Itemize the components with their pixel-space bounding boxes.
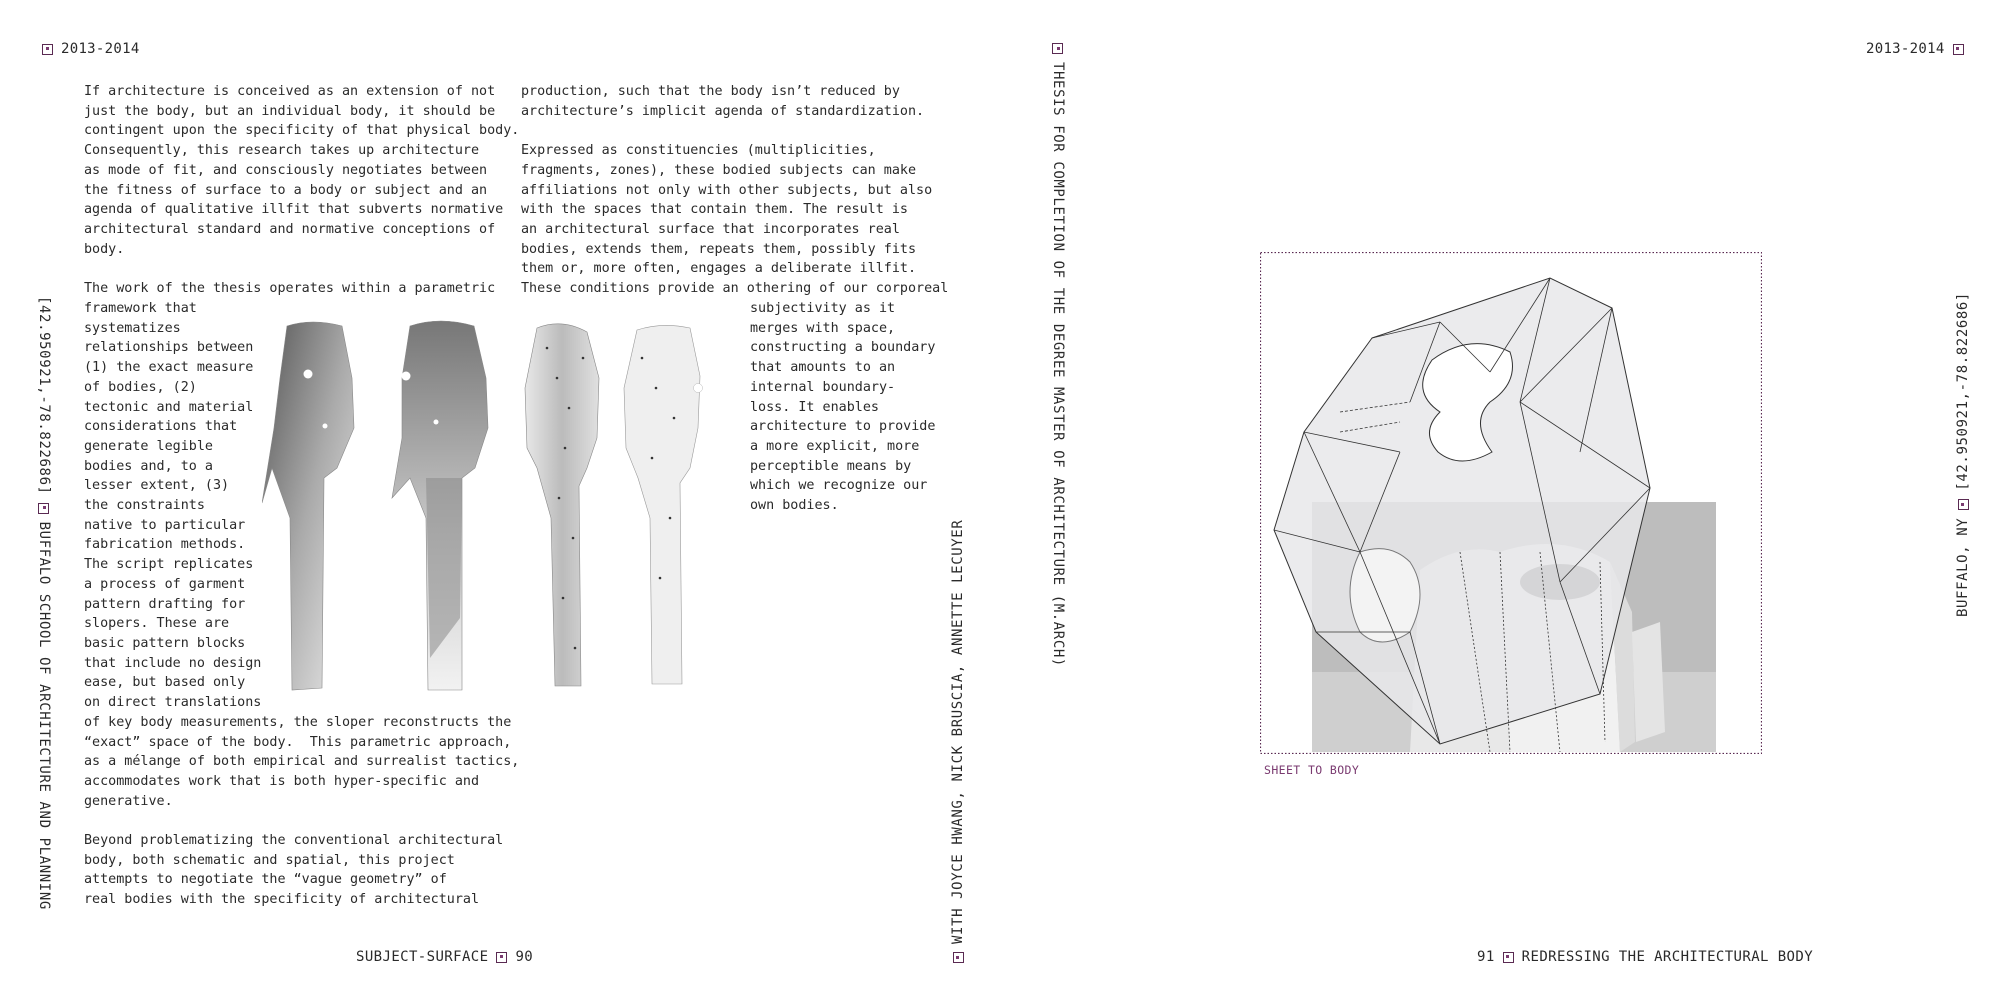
text-line: framework that (84, 301, 197, 316)
text-line: the constraints (84, 498, 205, 514)
text-line: If architecture is conceived as an extension of not (84, 84, 496, 99)
bullet-icon (1958, 499, 1969, 510)
left-header-year: 2013-2014 (61, 41, 140, 57)
text-line: basic pattern blocks (84, 635, 246, 651)
text-line: The script replicates (84, 557, 254, 573)
school-name: BUFFALO SCHOOL OF ARCHITECTURE AND PLANNING (36, 521, 52, 910)
text-line: body. (84, 241, 125, 257)
bullet-icon (1053, 43, 1064, 54)
text-line: architecture’s implicit agenda of standardization. (521, 103, 925, 119)
right-coordinates-text: [42.950921,-78.822686] (1955, 292, 1971, 491)
figure-4 (624, 325, 703, 684)
right-footer (1477, 949, 1813, 965)
text-line: own bodies. (750, 498, 839, 514)
text-line: architectural standard and normative conceptions of (84, 221, 496, 237)
text-line: generate legible (84, 438, 213, 454)
text-line: on direct translations (84, 695, 262, 711)
bullet-icon (953, 952, 964, 963)
text-line: ease, but based only (84, 675, 246, 691)
text-line: systematizes (84, 320, 181, 336)
text-line: considerations that (84, 419, 238, 435)
text-line: subjectivity as it (750, 301, 896, 316)
text-line: agenda of qualitative illfit that subverts normative (84, 202, 504, 218)
text-line: lesser extent, (3) (84, 478, 230, 494)
text-line: contingent upon the specificity of that physical body. (84, 123, 520, 139)
bullet-icon (496, 952, 507, 963)
left-page-number: 90 (515, 949, 534, 965)
text-line: a more explicit, more (750, 438, 920, 454)
left-side-text (36, 296, 52, 910)
column-2-narrow (750, 299, 935, 516)
text-line: them or, more often, engages a deliberate illfit. (521, 261, 917, 277)
text-line: of bodies, (2) (84, 379, 197, 395)
text-line (521, 121, 948, 141)
text-line: affiliations not only with other subjects, but also (521, 182, 933, 198)
text-line: real bodies with the specificity of architectural (84, 892, 480, 908)
text-line: as a mélange of both empirical and surrealist tactics, (84, 754, 520, 770)
left-header (42, 41, 140, 57)
column-2-text (521, 82, 948, 299)
text-line: These conditions provide an othering of our corporeal (521, 281, 949, 297)
text-line: architecture to provide (750, 419, 936, 435)
text-line: production, such that the body isn’t reduced by (521, 84, 900, 99)
text-line: accommodates work that is both hyper-specific and (84, 774, 480, 790)
text-line: that amounts to an (750, 360, 896, 376)
figure-2 (392, 321, 488, 690)
left-footer (356, 949, 533, 965)
column-1-para-1 (84, 82, 519, 259)
figure-caption: SHEET TO BODY (1264, 763, 1360, 777)
sheet-to-body-figure (1260, 252, 1762, 754)
text-line: as mode of fit, and consciously negotiates between (84, 162, 488, 178)
figure-3 (525, 324, 599, 686)
text-line: pattern drafting for (84, 596, 246, 612)
thesis-text: THESIS FOR COMPLETION OF THE DEGREE MASTER OF ARCHITECTURE (M.ARCH) (1050, 62, 1066, 667)
text-line: of key body measurements, the sloper reconstructs the (84, 715, 512, 730)
mannequin-figures-image (262, 318, 722, 698)
text-line: bodies, extends them, repeats them, possibly fits (521, 241, 917, 257)
text-line: fragments, zones), these bodied subjects can make (521, 162, 917, 178)
text-line: fabrication methods. (84, 537, 246, 553)
text-line: a process of garment (84, 576, 246, 592)
text-line: Consequently, this research takes up architecture (84, 143, 480, 159)
text-line: internal boundary- (750, 379, 896, 395)
coordinates-text: [42.950921,-78.822686] (36, 296, 52, 495)
figure-1 (262, 322, 354, 690)
text-line: perceptible means by (750, 458, 912, 474)
column-1-para-2-first: The work of the thesis operates within a parametric (84, 281, 496, 296)
right-header (1866, 41, 1964, 57)
text-line: just the body, but an individual body, it should be (84, 103, 496, 119)
gutter-left-vertical (950, 520, 966, 963)
right-footer-title: REDRESSING THE ARCHITECTURAL BODY (1521, 949, 1814, 965)
bullet-icon (1503, 952, 1514, 963)
left-footer-title: SUBJECT-SURFACE (356, 949, 489, 965)
text-line: which we recognize our (750, 478, 928, 494)
text-line: the fitness of surface to a body or subject and an (84, 182, 488, 198)
bullet-icon (42, 44, 53, 55)
right-page-number: 91 (1477, 949, 1495, 965)
bullet-icon (1953, 44, 1964, 55)
text-line: merges with space, (750, 320, 896, 336)
advisors-text: WITH JOYCE HWANG, NICK BRUSCIA, ANNETTE LECUYER (950, 519, 966, 944)
text-line: that include no design (84, 655, 262, 671)
column-1-after (84, 713, 519, 812)
text-line: native to particular (84, 517, 246, 533)
text-line: an architectural surface that incorporates real (521, 221, 900, 237)
text-line: body, both schematic and spatial, this project (84, 852, 455, 868)
column-1-narrow (84, 299, 261, 713)
text-line: (1) the exact measure (84, 360, 254, 376)
text-line: slopers. These are (84, 616, 230, 632)
text-line: tectonic and material (84, 399, 254, 415)
location-text: BUFFALO, NY (1955, 517, 1971, 617)
text-line: “exact” space of the body. This parametric approach, (84, 734, 512, 750)
right-side-text (1955, 292, 1971, 617)
text-line: Expressed as constituencies (multiplicities, (521, 143, 876, 159)
column-1-para-3 (84, 831, 503, 910)
right-header-year: 2013-2014 (1866, 41, 1945, 57)
text-line: with the spaces that contain them. The result is (521, 202, 908, 218)
text-line: relationships between (84, 340, 254, 356)
bullet-icon (39, 503, 50, 514)
text-line: constructing a boundary (750, 340, 936, 356)
text-line: bodies and, to a (84, 458, 213, 474)
text-line: loss. It enables (750, 399, 879, 415)
text-line: attempts to negotiate the “vague geometry” of (84, 872, 447, 888)
gutter-right-vertical (1050, 43, 1066, 667)
text-line: generative. (84, 793, 173, 809)
text-line: Beyond problematizing the conventional architectural (84, 833, 504, 848)
